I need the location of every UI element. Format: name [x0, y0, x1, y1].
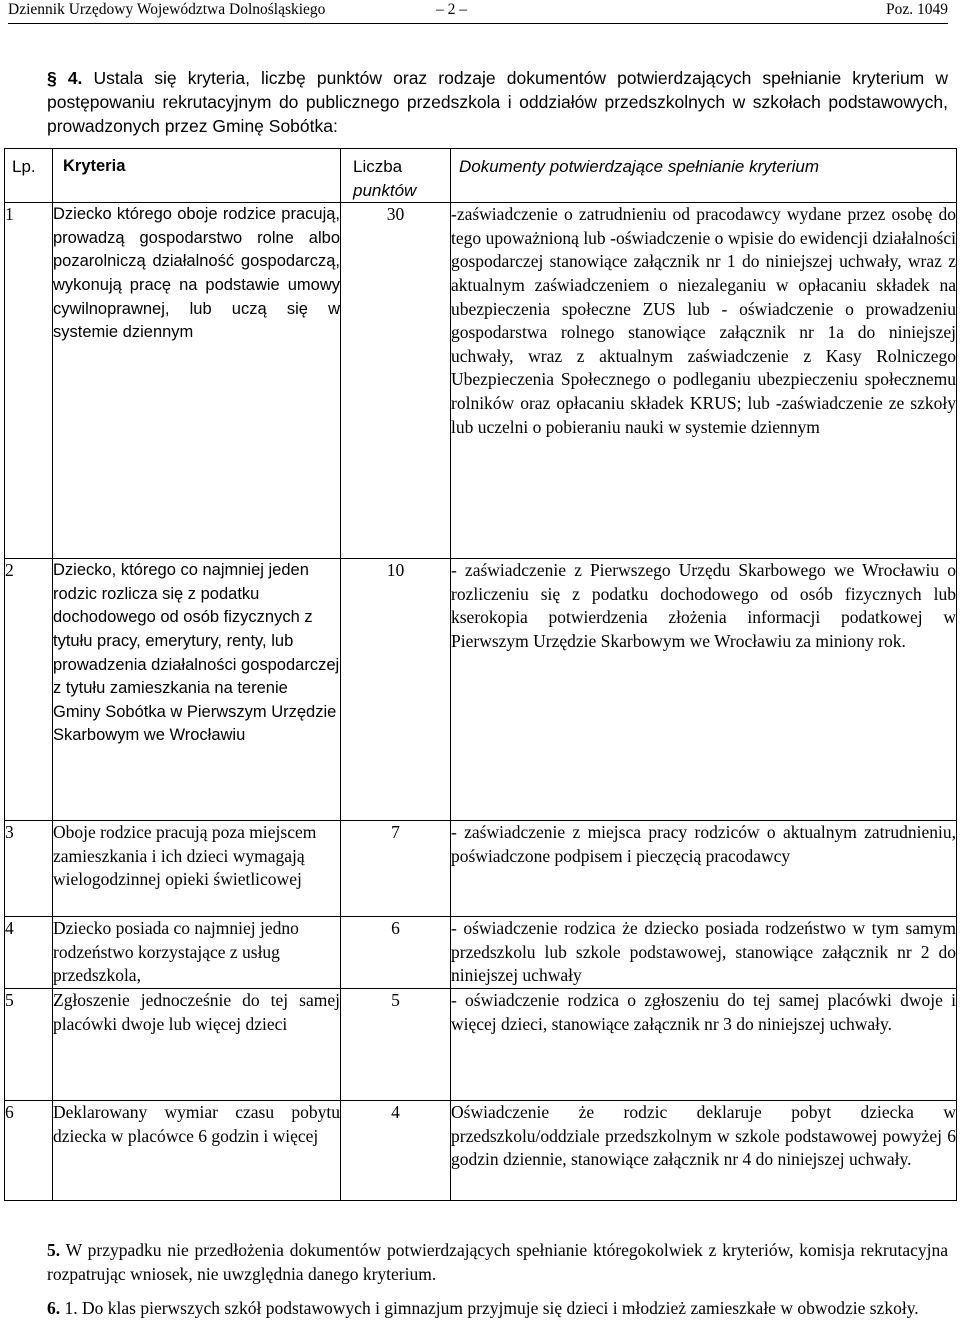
- header-criteria: Kryteria: [53, 149, 341, 203]
- row-lp: 3: [5, 821, 53, 917]
- intro-paragraph: [12, 66, 948, 138]
- table-row: [5, 1101, 957, 1201]
- page-header: [8, 0, 948, 22]
- criteria-table: [4, 148, 957, 1201]
- table-row: [5, 989, 957, 1101]
- row-documents: - zaświadczenie z miejsca pracy rodziców o aktualnym zatrudnieniu, poświadczone podpisem i pieczęcią pracodawcy: [451, 821, 957, 917]
- row-points: 5: [341, 989, 451, 1101]
- journal-title: Dziennik Urzędowy Województwa Dolnośląskiego: [8, 1, 326, 18]
- row-documents: Oświadczenie że rodzic deklaruje pobyt dziecka w przedszkolu/oddziale przedszkolnym w szkole podstawowej powyżej 6 godzin dziennie, stanowiące załącznik nr 4 do niniejszej uchwały.: [451, 1101, 957, 1201]
- para5-section-mark: 5.: [47, 1240, 61, 1260]
- row-criteria: Oboje rodzice pracują poza miejscem zamieszkania i ich dzieci wymagają wielogodzinnej opieki świetlicowej: [53, 821, 341, 917]
- header-points-line2: punktów: [353, 180, 417, 200]
- intro-section-mark: § 4.: [47, 68, 83, 88]
- header-points: [341, 149, 451, 203]
- table-row: [5, 559, 957, 821]
- para6-text: 1. Do klas pierwszych szkół podstawowych i gimnazjum przyjmuje się dzieci i młodzież zamieszkałe w obwodzie szkoły.: [64, 1298, 919, 1318]
- row-criteria: Zgłoszenie jednocześnie do tej samej placówki dwoje lub więcej dzieci: [53, 989, 341, 1101]
- row-criteria: Dziecko którego oboje rodzice pracują, prowadzą gospodarstwo rolne albo pozarolniczą działalność gospodarczą, wykonują pracę na podstawie umowy cywilnoprawnej, lub uczą się w systemie dziennym: [53, 203, 341, 559]
- row-criteria: Dziecko posiada co najmniej jedno rodzeństwo korzystające z usług przedszkola,: [53, 917, 341, 989]
- paragraph-6: [12, 1296, 948, 1320]
- row-criteria: Dziecko, którego co najmniej jeden rodzic rozlicza się z podatku dochodowego od osób fizycznych z tytułu pracy, emerytury, renty, lub prowadzenia działalności gospodarczej z tytułu zamieszkania na terenie Gminy Sobótka w Pierwszym Urzędzie Skarbowym we Wrocławiu: [53, 559, 341, 821]
- header-points-line1: Liczba: [353, 157, 403, 176]
- page-number: – 2 –: [436, 1, 467, 18]
- header-documents: Dokumenty potwierdzające spełnianie kryterium: [451, 149, 957, 203]
- header-rule: [8, 23, 948, 24]
- table-row: [5, 821, 957, 917]
- row-criteria: Deklarowany wymiar czasu pobytu dziecka w placówce 6 godzin i więcej: [53, 1101, 341, 1201]
- row-points: 7: [341, 821, 451, 917]
- row-points: 6: [341, 917, 451, 989]
- table-row: [5, 203, 957, 559]
- row-documents: -zaświadczenie o zatrudnieniu od pracodawcy wydane przez osobę do tego upoważnioną lub -oświadczenie o wpisie do ewidencji działalności gospodarczej stanowiące załącznik nr 1 do niniejszej uchwały, wraz z aktualnym zaświadczeniem o niezaleganiu w opłacaniu składek na ubezpieczenia społeczne ZUS lub - oświadczenie o prowadzeniu gospodarstwa rolnego stanowiące załącznik nr 1a do niniejszej uchwały, wraz z aktualnym zaświadczenie z Kasy Rolniczego Ubezpieczenia Społecznego o podleganiu ubezpieczeniu społecznemu rolników oraz opłacaniu składek KRUS; lub -zaświadczenie ze szkoły lub uczelni o pobieraniu nauki w systemie dziennym: [451, 203, 957, 559]
- row-lp: 4: [5, 917, 53, 989]
- row-lp: 1: [5, 203, 53, 559]
- intro-text: Ustala się kryteria, liczbę punktów oraz rodzaje dokumentów potwierdzających spełnianie kryterium w postępowaniu rekrutacyjnym do publicznego przedszkola i oddziałów przedszkolnych w szkołach podstawowych, prowadzonych przez Gminę Sobótka:: [47, 68, 948, 136]
- paragraph-5: [12, 1238, 948, 1286]
- row-points: 4: [341, 1101, 451, 1201]
- para6-section-mark: 6.: [47, 1298, 61, 1318]
- row-documents: - oświadczenie rodzica że dziecko posiada rodzeństwo w tym samym przedszkolu lub szkole podstawowej, stanowiące załącznik nr 2 do niniejszej uchwały: [451, 917, 957, 989]
- header-lp: Lp.: [5, 149, 53, 203]
- para5-text: W przypadku nie przedłożenia dokumentów potwierdzających spełnianie któregokolwiek z kryteriów, komisja rekrutacyjna rozpatrując wniosek, nie uwzględnia danego kryterium.: [47, 1240, 948, 1284]
- table-row: [5, 917, 957, 989]
- row-lp: 5: [5, 989, 53, 1101]
- row-documents: - oświadczenie rodzica o zgłoszeniu do tej samej placówki dwoje i więcej dzieci, stanowiące załącznik nr 3 do niniejszej uchwały.: [451, 989, 957, 1101]
- row-lp: 2: [5, 559, 53, 821]
- row-points: 10: [341, 559, 451, 821]
- table-header-row: [5, 149, 957, 203]
- row-points: 30: [341, 203, 451, 559]
- row-lp: 6: [5, 1101, 53, 1201]
- position-number: Poz. 1049: [886, 1, 948, 18]
- row-documents: - zaświadczenie z Pierwszego Urzędu Skarbowego we Wrocławiu o rozliczeniu się z podatku dochodowego od osób fizycznych lub kserokopia potwierdzenia złożenia informacji podatkowej w Pierwszym Urzędzie Skarbowym we Wrocławiu za miniony rok.: [451, 559, 957, 821]
